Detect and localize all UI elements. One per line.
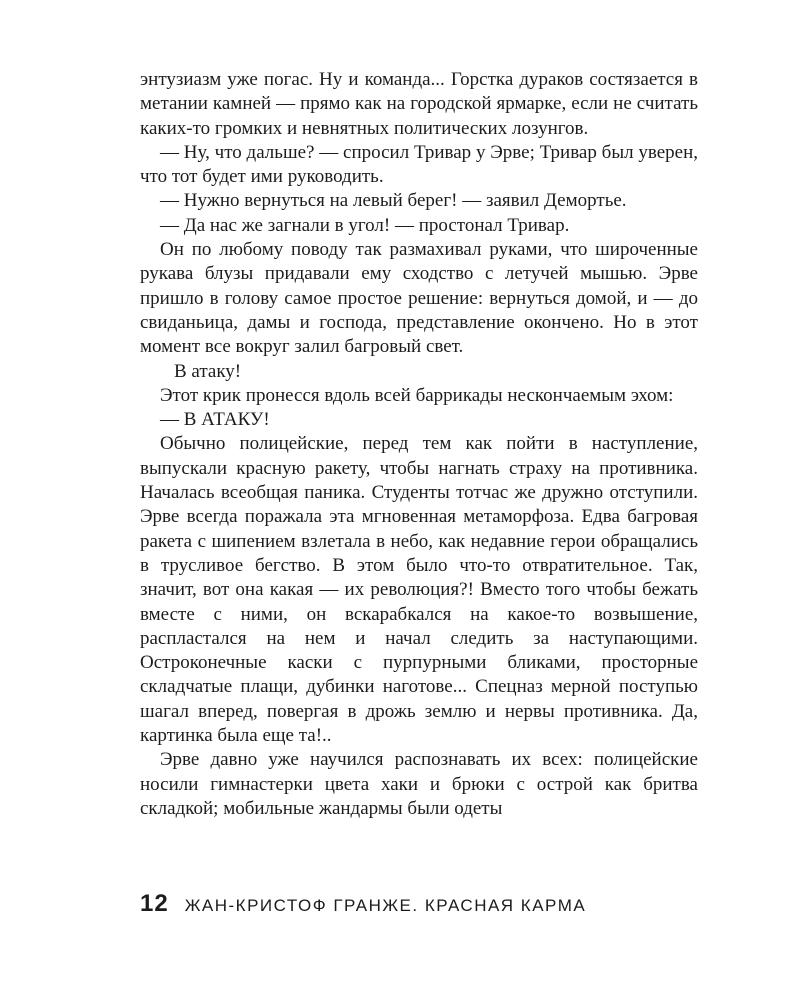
paragraph: Этот крик пронесся вдоль всей баррикады нескончаемым эхом: xyxy=(160,384,674,406)
page-number: 12 xyxy=(140,890,169,917)
body-text xyxy=(140,68,698,821)
paragraph: — Да нас же загнали в угол! — простонал Тривар. xyxy=(160,214,570,236)
paragraph: — В АТАКУ! xyxy=(160,409,270,431)
paragraph: Он по любому поводу так размахивал руками, что широченные рукава блузы придавали ему сходство с летучей мышью. Эрве пришло в голову самое простое решение: вернуться домой, и — до свиданьица, дамы и господа, представление окончено. Но в этот момент все вокруг залил багровый свет. xyxy=(140,239,698,358)
paragraph: энтузиазм уже погас. Ну и команда... Горстка дураков состязается в метании камней — прямо как на городской ярмарке, если не считать каких-то громких и невнятных политических лозунгов. xyxy=(140,69,698,139)
page-footer xyxy=(140,890,700,920)
paragraph: Эрве давно уже научился распознавать их всех: полицейские носили гимнастерки цвета хаки и брюки с острой как бритва складкой; мобильные жандармы были одеты xyxy=(140,749,698,819)
running-title: ЖАН-КРИСТОФ ГРАНЖЕ. КРАСНАЯ КАРМА xyxy=(184,896,587,915)
paragraph: — Нужно вернуться на левый берег! — заявил Демортье. xyxy=(160,190,627,212)
paragraph: Обычно полицейские, перед тем как пойти в наступление, выпускали красную ракету, чтобы нагнать страху на противника. Началась всеобщая паника. Студенты тотчас же дружно отступили. Эрве всегда поражала эта мгновенная метаморфоза. Едва багровая ракета с шипением взлетала в небо, как недавние герои обращались в трусливое бегство. В этом было что-то отвратительное. Так, значит, вот она какая — их революция?! Вместо того чтобы бежать вместе с ними, он вскарабкался на какое-то возвышение, распластался на нем и начал следить за наступающими. Остроконечные каски с пурпурными бликами, просторные складчатые плащи, дубинки наготове... Спецназ мерной поступью шагал вперед, повергая в дрожь землю и нервы противника. Да, картинка была еще та!.. xyxy=(140,433,698,747)
paragraph: — Ну, что дальше? — спросил Тривар у Эрве; Тривар был уверен, что тот будет ими руководить. xyxy=(140,141,698,188)
paragraph: В атаку! xyxy=(174,360,242,382)
